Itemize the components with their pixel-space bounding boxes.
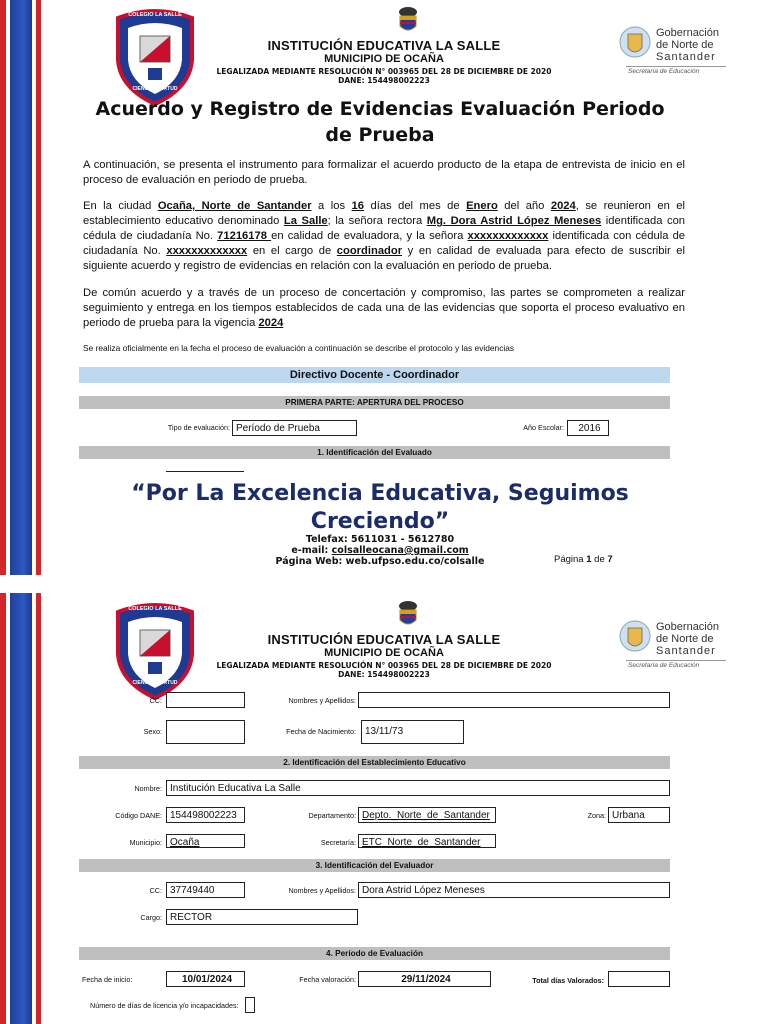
colombia-coat-of-arms-icon	[394, 6, 422, 36]
gobernacion-line3: Santander	[656, 645, 716, 657]
colombia-coat-of-arms-icon	[394, 600, 422, 630]
role-bar: Directivo Docente - Coordinador	[79, 367, 670, 383]
codigo-dane-label: Código DANE:	[115, 811, 162, 820]
crest-top-text: COLEGIO LA SALLE	[128, 606, 182, 612]
gobernacion-line1: Gobernación	[656, 27, 719, 39]
meeting-evaluee-id: xxxxxxxxxxxxx	[166, 245, 248, 257]
gobernacion-subtitle: Secretaría de Educación	[628, 662, 700, 669]
cargo-field[interactable]: RECTOR	[166, 909, 358, 925]
meeting-month: Enero	[466, 200, 498, 212]
page-number-mid: de	[591, 554, 608, 565]
dane-code: DANE: 154498002223	[338, 76, 430, 85]
gobernacion-subtitle: Secretaría de Educación	[628, 68, 700, 75]
tipo-evaluacion-label: Tipo de evaluación:	[167, 423, 230, 432]
zona-field[interactable]: Urbana	[608, 807, 670, 823]
fecha-valoracion-label: Fecha valoración:	[299, 975, 356, 984]
page-number	[554, 554, 644, 565]
gobernacion-emblem-icon	[618, 24, 652, 64]
footer-email	[230, 545, 530, 556]
school-crest-logo	[112, 602, 198, 700]
meeting-evaluee: xxxxxxxxxxxxx	[467, 230, 549, 242]
meeting-rector-id: 71216178	[217, 230, 272, 242]
document-title: Acuerdo y Registro de Evidencias Evaluación Periodo de Prueba	[95, 98, 665, 146]
gobernacion-line3: Santander	[656, 51, 716, 63]
evaluador-cc-field[interactable]: 37749440	[166, 882, 245, 898]
section-1-bar: 1. Identificación del Evaluado	[79, 446, 670, 459]
departamento-label: Departamento:	[308, 811, 356, 820]
cc-field[interactable]	[166, 692, 245, 708]
meeting-text: identificada con cédula de ciudadanía No.	[83, 215, 686, 242]
decorative-stripe-red	[36, 0, 41, 1024]
meeting-text: En la ciudad	[83, 200, 158, 212]
footer-web: Página Web: web.ufpso.edu.co/colsalle	[275, 556, 485, 567]
meeting-text: días del mes de	[364, 200, 467, 212]
crest-top-text: COLEGIO LA SALLE	[128, 12, 182, 18]
sexo-label: Sexo:	[143, 727, 162, 736]
meeting-text: en el cargo de	[247, 245, 337, 257]
crest-bottom-text: CIENCIA Y VIRTUD	[132, 86, 178, 92]
cc-label: CC:	[149, 696, 162, 705]
meeting-text: en calidad de evaluadora, y la señora	[271, 230, 468, 242]
secretaria-field[interactable]	[358, 834, 496, 848]
gobernacion-line2: de Norte de	[656, 633, 714, 645]
page-separator	[0, 575, 768, 593]
cargo-label: Cargo:	[140, 913, 162, 922]
dias-licencia-field[interactable]	[245, 997, 255, 1013]
meeting-text: y en calidad de evaluada para efecto de suscribir el siguiente acuerdo y registro de evidencias en relación con la evaluación en periodo de prueba.	[83, 245, 686, 272]
footer-email-label: e-mail:	[291, 545, 332, 556]
meeting-day: 16	[351, 200, 364, 212]
footer-phone: Telefax: 5611031 - 5612780	[305, 534, 455, 545]
anio-escolar-field[interactable]: 2016	[567, 420, 609, 436]
zona-label: Zona:	[587, 811, 606, 820]
nombres-field[interactable]	[358, 692, 670, 708]
anio-escolar-label: Año Escolar:	[523, 423, 564, 432]
meeting-role: coordinador	[336, 245, 403, 257]
fecha-inicio-label: Fecha de inicio:	[82, 975, 133, 984]
institution-name: INSTITUCIÓN EDUCATIVA LA SALLE	[267, 632, 501, 647]
sexo-field[interactable]	[166, 720, 245, 744]
evaluador-nombres-field[interactable]: Dora Astrid López Meneses	[358, 882, 670, 898]
tipo-evaluacion-field[interactable]: Período de Prueba	[232, 420, 357, 436]
gobernacion-line2: de Norte de	[656, 39, 714, 51]
nombre-establecimiento-field[interactable]: Institución Educativa La Salle	[166, 780, 670, 796]
fecha-valoracion-field[interactable]: 29/11/2024	[358, 971, 491, 987]
agreement-year: 2024	[258, 317, 284, 329]
secretaria-label: Secretaría:	[320, 838, 356, 847]
institution-name: INSTITUCIÓN EDUCATIVA LA SALLE	[267, 38, 501, 53]
dane-code: DANE: 154498002223	[338, 670, 430, 679]
nombre-establecimiento-label: Nombre:	[134, 784, 162, 793]
meeting-year: 2024	[550, 200, 576, 212]
dias-licencia-label: Número de días de licencia y/o incapacidades:	[90, 1001, 239, 1010]
fecha-nacimiento-field[interactable]: 13/11/73	[361, 720, 464, 744]
section-part1-bar: PRIMERA PARTE: APERTURA DEL PROCESO	[79, 396, 670, 409]
section-3-bar: 3. Identificación del Evaluador	[79, 859, 670, 872]
total-dias-field[interactable]	[608, 971, 670, 987]
fecha-inicio-field[interactable]: 10/01/2024	[166, 971, 245, 987]
section-4-bar: 4. Período de Evaluación	[79, 947, 670, 960]
meeting-text: ; la señora rectora	[327, 215, 427, 227]
agreement-paragraph	[83, 286, 685, 331]
page-number-total: 7	[607, 554, 613, 565]
protocol-note: Se realiza oficialmente en la fecha el proceso de evaluación a continuación se describe el protocolo y las evidencias	[83, 343, 515, 353]
decorative-stripe-blue	[10, 0, 32, 1024]
departamento-field[interactable]	[358, 807, 496, 823]
municipio-label: Municipio:	[129, 838, 162, 847]
footnote-divider	[166, 471, 244, 472]
intro-paragraph: A continuación, se presenta el instrumento para formalizar el acuerdo producto de la etapa de entrevista de inicio en el proceso de evaluación en periodo de prueba.	[83, 159, 685, 186]
gobernacion-divider	[626, 660, 726, 661]
meeting-text: , se reunieron en el establecimiento educativo denominado	[83, 200, 686, 227]
legal-resolution: LEGALIZADA MEDIANTE RESOLUCIÓN N° 003965 DEL 28 DE DICIEMBRE DE 2020	[216, 661, 552, 670]
meeting-rector: Mg. Dora Astrid López Meneses	[426, 215, 602, 227]
gobernacion-divider	[626, 66, 726, 67]
meeting-text: identificada con cédula de ciudadanía No.	[83, 230, 686, 257]
crest-bottom-text: CIENCIA Y VIRTUD	[132, 680, 178, 686]
municipality-name: MUNICIPIO DE OCAÑA	[324, 53, 444, 65]
evaluador-cc-label: CC:	[149, 886, 162, 895]
footer-email-link[interactable]: colsalleocana@gmail.com	[331, 545, 469, 556]
footer-slogan: “Por La Excelencia Educativa, Seguimos Creciendo”	[131, 481, 629, 534]
codigo-dane-field[interactable]: 154498002223	[166, 807, 245, 823]
meeting-text: a los	[311, 200, 352, 212]
departamento-value: Depto._Norte_de_Santander	[362, 810, 490, 821]
agreement-text: De común acuerdo y a través de un proceso de concertación y compromiso, las partes se comprometen a realizar seguimiento y entrega en los tiempos establecidos de cada una de las evidencias que soporta el proceso evaluativo en periodo de prueba para la vigencia	[83, 287, 685, 329]
legal-resolution: LEGALIZADA MEDIANTE RESOLUCIÓN N° 003965 DEL 28 DE DICIEMBRE DE 2020	[216, 67, 552, 76]
secretaria-value: ETC_Norte_de_Santander	[362, 837, 481, 848]
gobernacion-emblem-icon	[618, 618, 652, 658]
meeting-city: Ocaña, Norte de Santander	[157, 200, 312, 212]
municipio-value: Ocaña	[170, 837, 200, 848]
evaluador-nombres-label: Nombres y Apellidos:	[288, 886, 356, 895]
total-dias-label: Total días Valorados:	[532, 976, 604, 985]
nombres-label: Nombres y Apellidos:	[288, 696, 356, 705]
section-2-bar: 2. Identificación del Establecimiento Educativo	[79, 756, 670, 769]
fecha-nacimiento-label: Fecha de Nacimiento:	[286, 727, 356, 736]
municipality-name: MUNICIPIO DE OCAÑA	[324, 647, 444, 659]
gobernacion-line1: Gobernación	[656, 621, 719, 633]
page-number-current: 1	[586, 554, 592, 565]
meeting-paragraph	[83, 199, 685, 274]
meeting-school: La Salle	[283, 215, 328, 227]
school-crest-logo	[112, 8, 198, 106]
municipio-field[interactable]	[166, 834, 245, 848]
page-number-prefix: Página	[554, 554, 587, 565]
meeting-text: del año	[497, 200, 551, 212]
